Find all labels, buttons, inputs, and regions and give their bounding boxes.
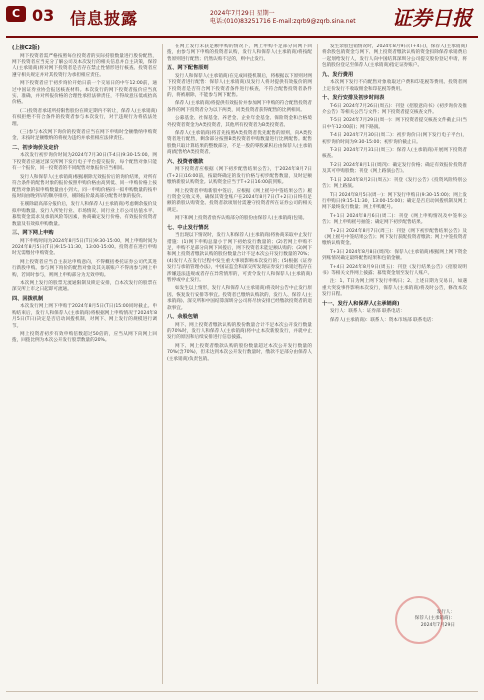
paragraph: T-4日 2024年7月30日(周二)：初步询价日(网下发行电子平台)，初步询价时间为9:30-15:00；初步询价截止日。: [322, 133, 467, 145]
paragraph: 保荐人(主承销商)：联系人：资本市场部 联系电话：: [330, 317, 437, 323]
paragraph: 在剔除最高部分报价后，发行人和保荐人(主承销商)考虑剩余报价及拟申购数量、发行人所处行业、市场情况、同行业上市公司估值水平、募集资金需求及承销风险等因素，协商确定发行价格、有效报价投资者数量及有效拟申购数量。: [12, 202, 157, 227]
paragraph: T+3日 2024年8月8日(周四)：保荐人(主承销商)根据网上网下资金到账情况确定最终配售结果和包销金额。: [322, 249, 467, 262]
paragraph: 网上投资者申购新股中签后，应根据《网上摇号中签结果公告》履行资金交收义务，确保其资金账户在2024年8月7日(T+2日)日终有足额的新股认购资金。投资者款项划付需遵守投资者所在证券公司的相关规定。: [167, 188, 312, 213]
paragraph: 网上投资者初步有效申购倍数超过50倍的，应当从网下向网上回拨，回拨比例为本次公开发行股票数量的20%。: [12, 332, 157, 344]
paragraph: 在网上发行未获足额申购的情况下，网上申购不足部分向网下回拨，由参与网下申购的投资者认购，发行人和保荐人(主承销商)将按配售原则进行配售；仍然认购不足的，则中止发行。: [167, 44, 312, 62]
paragraph: T-6日 2024年7月26日(周五)：刊登《招股意向书》《初步询价及推介公告》等相关公告与文件；网下投资者提交核查文件。: [322, 103, 467, 116]
paragraph: T-2日 2024年8月1日(周四)：确定发行价格；确定有效报价投资者及其可申购股数；刊登《网上路演公告》。: [322, 162, 467, 175]
section-badge: C: [6, 6, 26, 22]
paragraph: (三)参与本次网下询价的投资者应当在网下申购时全额缴纳申购资金，未按时足额缴纳的将视为违约并承担相应法律责任。: [12, 130, 157, 142]
section-heading: 四、回拨机制: [12, 295, 44, 302]
paragraph: 网下申购时间为2024年8月5日(T日)9:30-15:00，网上申购时间为2024年8月5日(T日)9:15-11:30，13:00-15:00。投资者在进行申购时无需缴付申购资金。: [12, 238, 157, 257]
column-divider: [317, 44, 318, 684]
paragraph: 保荐人(主承销商)将提供有效报价并参加网下申购的符合配售投资者条件的网下投资者分为以下两类，同类投资者获得配售的比例相同。: [167, 101, 312, 113]
paragraph: 当出现以下情况时，发行人和保荐人(主承销商)将协商采取中止发行措施：(1)网下申购总量小于网下初始发行数量的；(2)若网上申购不足，申购不足部分向网下回拨后，网下投资者未能足额认购的；(3)网下和网上投资者缴款认购的股份数量合计不足本次公开发行数量的70%；(4)发行人在发行过程中发生重大事项影响本次发行的；(5)根据《证券发行与承销管理办法》，中国证监会和深交所发现证券发行承销过程存在涉嫌违法违规或者存在异常情形的，可责令发行人和保荐人(主承销商)暂停或中止发行。: [167, 233, 312, 283]
paragraph: 本次网下发行不向配售对象收取过户费和印花税等费用。投资者网上定价发行不收取佣金和印花税等费用。: [322, 80, 467, 92]
paragraph: 本次网上发行的股票无流通限制及锁定安排，自本次发行的股票在深交所上市之日起即可流通。: [12, 280, 157, 293]
company-seal: [395, 596, 443, 644]
column-divider: [162, 44, 163, 684]
issue-date: 2024年7月29日 星期一: [210, 10, 275, 17]
paragraph: 网下投资者应根据《网下初步配售结果公告》，于2024年8月7日(T+2日)16:00前，按最终确定的发行价格与初步配售数量，及时足额缴纳新股认购资金。认购资金应当于T+2日16:00前到账。: [167, 167, 312, 186]
paragraph: 网下、网上投资者缴款认购的股份数量超过本次公开发行数量的70%(含70%)，但未达到本次公开发行数量时，缴款不足部分由保荐人(主承销商)负责包销。: [167, 343, 312, 362]
column-2: [167, 44, 312, 684]
page-number: 03: [32, 6, 55, 25]
section-heading: 十、发行安排及初步时间表: [322, 95, 385, 102]
section-heading: 三、网下网上申购: [12, 229, 54, 236]
paragraph: T+2日 2024年8月7日(周三)：刊登《网下初步配售结果公告》及《网上摇号中签结果公告》；网下发行获配投资者缴款；网上中签投资者缴纳认购资金。: [322, 228, 467, 247]
paragraph: T-3日 2024年7月31日(周三)：保荐人(主承销商)开展网下投资者核查。: [322, 148, 467, 160]
paragraph: T+1日 2024年8月6日(周二)：刊登《网上申购情况及中签率公告》；网上申购摇号抽签；确定网下初步配售结果。: [322, 213, 467, 226]
paragraph: 发生余股包销情况时，2024年8月9日(T+4日)，保荐人(主承销商)将余股包销资金与网下、网上投资者缴款认购的资金扣除保荐承销费后一起划给发行人，发行人向中国结算深圳分公司提交股份登记申请，将包销股份登记至保荐人(主承销商)指定证券账户。: [322, 44, 467, 69]
column-1: [12, 44, 157, 684]
paragraph: (二)投资者承诺所持限售股份在锁定期内不转让，保荐人(主承销商)有权拒绝不符合条件的投资者参与本次发行，对于违规行为将依法处理。: [12, 108, 157, 127]
paragraph: 保荐人(主承销商)将首先按照A类投资者优先配售的原则，向A类投资者进行配售，剩余部分按照B类投资者申购数量进行比例配售。配售股数只取计算结果的整数部分，不足一股的零股累积后由保荐人(主承销商)配售给A类投资者。: [167, 131, 312, 156]
paragraph: 网下、网上投资者缴款认购的股份数量合计不足本次公开发行数量的70%时，发行人和保荐人(主承销商)将中止本次新股发行，并就中止发行的原因和后续安排进行信息披露。: [167, 322, 312, 341]
paragraph: 网下和网上投资者放弃认购部分的股份由保荐人(主承销商)包销。: [175, 216, 308, 222]
paragraph: 注：1、T日为网上网下发行申购日；2、上述日期为交易日，如遇重大突发事件影响本次发行，保荐人(主承销商)将及时公告，修改本次发行日程。: [322, 279, 467, 298]
section-heading: 九、发行费用: [322, 71, 354, 78]
paragraph: 如发生以上情形，发行人和保荐人(主承销商)将及时公告中止发行原因、恢复发行安排等事宜。投资者已缴纳认购款的，发行人、保荐人(主承销商)、深交所和中国结算深圳分公司将尽快安排已经缴款投资者的退款事宜。: [167, 286, 312, 311]
section-title: 信息披露: [70, 9, 139, 28]
section-heading: 五、网下配售原则: [167, 65, 209, 72]
paragraph: 公募基金、社保基金、养老金、企业年金基金、保险资金和合格境外投资者资金为A类投资者，其他所有投资者为B类投资者。: [167, 116, 312, 128]
paragraph: 发行人：联系人：证券部 联系电话：: [330, 309, 405, 315]
paragraph: 发行人和保荐人(主承销商)根据剔除无效报价后的询价结果，对所有符合条件的配售对象的报价按照申购价格由高到低、同一申购价格上按配售对象的拟申购数量由小到大、同一申购价格同一拟申购数量的按申报时间由晚到早的顺序排序，剔除报价最高部分配售对象的报价。: [12, 174, 157, 199]
paragraph: T日 2024年8月5日(周一)：网下发行申购日(9:30-15:00)；网上发行申购日(9:15-11:30，13:00-15:00)；确定是否启动回拨机制及网上网下最终发行数量；网上申购配号。: [322, 192, 467, 211]
paragraph: 发行人和保荐人(主承销商)在完成回拨机制后，将根据以下原则对网下投资者进行配售：保荐人(主承销商)及发行人将对提供有效报价的网下投资者是否符合网下投资者条件进行核查，不符合配售投资者条件的，将被剔除，不能参与网下配售。: [167, 73, 312, 99]
column-3: [322, 44, 467, 684]
article-body: [12, 44, 472, 684]
page-header: [0, 0, 484, 42]
section-heading: 七、中止发行情况: [167, 224, 209, 231]
signature-sponsor: 保荐人(主承销商)：: [414, 616, 455, 622]
footer-rule: [6, 691, 478, 692]
section-heading: 六、投资者缴款: [167, 158, 204, 165]
section-heading: 十一、发行人和保荐人(主承销商): [322, 300, 400, 307]
paragraph: 网下投资者应于初步询价开始日前一个交易日的中午12:00前，通过中国证券业协会报送核查材料。本次发行的网下投资者报价应当真实、准确，并对所报价格的合理性承担法律责任，不得故意压低或抬高价格。: [12, 81, 157, 106]
paragraph: 本次发行网上网下申购于2024年8月5日(T日)15:00同时截止。申购结束后，发行人和保荐人(主承销商)将根据网上申购情况于2024年8月5日(T日)决定是否启动回拨机制，对网下、网上发行的规模进行调节。: [12, 304, 157, 329]
section-heading: 八、余股包销: [167, 314, 199, 320]
paragraph: T-1日 2024年8月2日(周五)：刊登《发行公告》《投资风险特别公告》；网上路演。: [322, 177, 467, 190]
signature-issuer: 发行人：: [436, 610, 455, 615]
section-heading: (上接C2版): [12, 45, 40, 51]
newspaper-logo: 证券日报: [392, 6, 472, 30]
paragraph: 网下投资者需严格按照每位投资者的实际持股数量进行股份配售，网下投资者应当充分了解公司及本次发行的相关信息并自主决策，保荐人(主承销商)将对网下投资者是否存在禁止性情形进行核查。投资者应遵守相关规定并对其投资行为承担相应责任。: [12, 53, 157, 78]
paragraph: T+4日 2024年8月9日(周五)：刊登《发行结果公告》《招股说明书》等相关文件网上披露；募集资金划至发行人账户。: [322, 264, 467, 276]
section-heading: 二、初步询价及定价: [12, 144, 59, 151]
paragraph: 网上投资者应当自主表达申购意向，不得概括委托证券公司代其进行新股申购。参与网下询价的配售对象及其关联账户不得再参与网上申购，若同时参与，则网上申购部分为无效申购。: [12, 259, 157, 278]
paragraph: 本次发行初步询价时间为2024年7月30日(T-4日)9:30-15:00。网下投资者应通过深交所网下发行电子平台提交报价，每个配售对象只能有一个报价，同一投资者的不同配售对象报价应当相同。: [12, 153, 157, 172]
paragraph: T-5日 2024年7月29日(周一)：网下投资者提交核查文件截止日(当日中午12:00前)；网下路演。: [322, 118, 467, 130]
header-rule: [6, 36, 478, 38]
contact-info: 电话:(010)83251716 E-mail:zqrb9@zqrb.sina.net: [210, 18, 356, 25]
signature-date: 2024年7月29日: [420, 622, 455, 628]
